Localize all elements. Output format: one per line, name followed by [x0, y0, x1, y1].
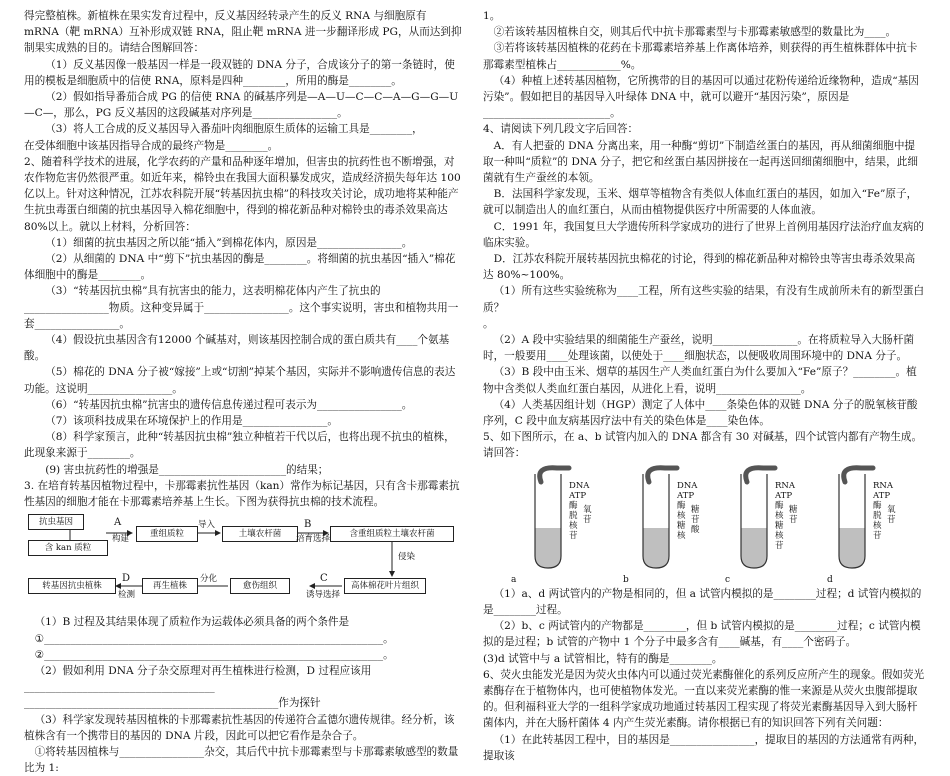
text-paragraph: 在受体细胞中该基因指导合成的最终产物是________。	[24, 139, 279, 152]
tube-label: 氧	[887, 504, 896, 515]
text-paragraph: （2）从细菌的 DNA 中“剪下”抗虫基因的酶是________。将细菌的抗虫基因“插入”棉花体细胞中的酶是________。	[24, 253, 456, 282]
text-paragraph: ①________________________________________________________________。	[34, 632, 394, 645]
tube-label: 苷	[691, 514, 700, 525]
text-paragraph: ①将转基因植株与________________杂交，其后代中抗卡那霉素型与卡那霉素敏感型的数量比为 1:	[24, 745, 459, 775]
flow-label-fenhua: 分化	[200, 574, 218, 585]
right-questions-after-tubes	[483, 586, 925, 764]
tube-letter-d: d	[827, 574, 833, 585]
flow-label-C-sub: 诱导选择	[306, 590, 341, 601]
text-paragraph: ②若该转基因植株自交，则其后代中抗卡那霉素型与卡那霉素敏感型的数量比为____。	[493, 26, 897, 39]
text-paragraph: （4）假设抗虫基因含有12000 个碱基对，则该基因控制合成的蛋白质共有____个氨基酸。	[24, 334, 450, 363]
left-questions-after-flow	[24, 614, 462, 776]
flow-label-D-sub: 检测	[118, 590, 136, 601]
text-paragraph: （2）假如利用 DNA 分子杂交原理对再生植株进行检测，D 过程应该用____________________________________	[24, 664, 372, 694]
test-tube-figure	[483, 464, 925, 586]
text-paragraph: （2）b、c 两试管内的产物都是________，但 b 试管内模拟的是________过程；c 试管内模拟的是过程；b 试管的产物中 1 个分子中最多含有____碱基，有____个密码子。	[483, 620, 921, 649]
tube-letter-b: b	[623, 574, 629, 585]
flow-label-daoru: 导入	[198, 520, 216, 531]
text-paragraph: (9) 害虫抗药性的增强是________________________的结果；	[45, 463, 329, 476]
text-paragraph: （8）科学家预言，此种“转基因抗虫棉”独立种植若干代以后，也将出现不抗虫的植株，此现象来源于________。	[24, 431, 455, 460]
tube-label: 核	[775, 510, 784, 521]
flow-label-A-sub: 构建	[112, 534, 130, 545]
tube-label: 核	[677, 530, 686, 541]
tube-label: 糖	[775, 520, 784, 531]
tube-label: 苷	[873, 530, 882, 541]
flow-label-A: A	[114, 517, 122, 529]
text-paragraph: （1）反义基因像一般基因一样是一段双链的 DNA 分子，合成该分子的第一条链时，使用的模板是细胞质中的信使 RNA，原料是四种________，所用的酶是________。	[24, 58, 455, 87]
flow-box-callus: 愈伤组织	[230, 578, 290, 594]
flow-box-kan-plasmid: 含 kan 质粒	[28, 540, 108, 556]
text-paragraph: C．1991 年，我国复旦大学遗传所科学家成功的进行了世界上首例用基因疗法治疗血友病的临床实验。	[483, 220, 924, 249]
flow-box-leaf: 高体棉花叶片组织	[344, 578, 426, 594]
tube-label: ATP	[873, 490, 891, 501]
text-paragraph: （3）B 段中由玉米、烟草的基因生产人类血红蛋白为什么要加入“Fe”原子？________。植物中含类似人类血红蛋白基因，从进化上看，说明________________。	[483, 366, 917, 395]
text-paragraph: （5）棉花的 DNA 分子被“嫁接”上或“切割”掉某个基因，实际并不影响遗传信息的表达功能。这说明________________。	[24, 366, 456, 395]
text-paragraph: ②________________________________________________________________。	[34, 648, 394, 661]
flow-box-recomb: 重组质粒	[136, 526, 198, 542]
text-paragraph: （2）假如指导番茄合成 PG 的信使 RNA 的碱基序列是—A—U—C—C—A—G—G—U—C—，那么，PG 反义基因的这段碱基对序列是________________。	[24, 91, 459, 120]
text-paragraph: （1）B 过程及其结果体现了质粒作为运载体必须具备的两个条件是	[34, 616, 350, 629]
text-paragraph: （1）a、d 两试管内的产物是相同的，但 a 试管内模拟的是________过程；d 试管内模拟的是________过程。	[483, 587, 922, 616]
tube-label: 糖	[677, 520, 686, 531]
tube-label: 苷	[789, 514, 798, 525]
tube-label: 核	[775, 530, 784, 541]
text-paragraph: 4、请阅读下列几段文字后回答：	[483, 123, 639, 136]
text-paragraph: D．江苏农科院开展转基因抗虫棉花的讨论，得到的棉花新品种对棉铃虫等害虫毒杀效果高达 80%~100%。	[483, 253, 916, 282]
tube-label: 苷	[583, 514, 592, 525]
text-paragraph: （4）种植上述转基因植物，它所携带的目的基因可以通过花粉传递给近缘物种，造成“基因污染”。假如把目的基因导入叶绿体 DNA 中，就可以避开“基因污染”，原因是________________________。	[483, 74, 919, 120]
text-paragraph: （4）人类基因组计划（HGP）测定了人体中____条染色体的双链 DNA 分子的脱氧核苷酸序列，C 段中血友病基因疗法中有关的染色体是____染色体。	[483, 398, 918, 428]
text-paragraph: A．有人把蚕的 DNA 分离出来，用一种酶“剪切”下制造丝蛋白的基因，再从细菌细胞中提取一种叫“质粒”的 DNA 分子，把它和丝蛋白基因拼接在一起再送回细菌细胞中，结果，此细菌就有生产蚕丝的本领。	[483, 139, 918, 185]
text-paragraph: 5、如下图所示，在 a、b 试管内加入的 DNA 都含有 30 对碱基，四个试管内都有产物生成。请回答：	[483, 431, 923, 460]
text-paragraph: 得完整植株。新植株在果实发育过程中，反义基因经转录产生的反义 RNA 与细胞原有 mRNA（靶 mRNA）互补形成双链 RNA，阻止靶 mRNA 进一步翻译形成 PG，从而达到抑制果实成熟的目的。请结合图解回答：	[24, 10, 462, 55]
text-paragraph: （2）A 段中实验结果的细菌能生产蚕丝，说明________________。在将质粒导入大肠杆菌时，一般要用____处理该菌，以使处于____细胞状态，以便吸收周围环境中的 DNA 分子。	[483, 334, 914, 363]
tube-label: 脱	[569, 510, 578, 521]
text-paragraph: （3）科学家发现转基因植株的卡那霉素抗性基因的传递符合孟德尔遗传规律。经分析，该植株含有一个携带目的基因的 DNA 片段，因此可以把它看作是杂合子。	[24, 713, 455, 742]
tube-label: ATP	[677, 490, 695, 501]
tube-letter-c: c	[725, 574, 731, 585]
flow-label-C: C	[320, 573, 328, 585]
right-paragraphs	[483, 8, 925, 462]
text-paragraph: ③若将该转基因植株的花药在卡那霉素培养基上作离体培养，则获得的再生植株群体中抗卡那霉素型植株占____________%。	[483, 42, 918, 71]
tube-label: DNA	[677, 480, 698, 491]
tube-label: 核	[569, 520, 578, 531]
tube-label: 核	[677, 510, 686, 521]
test-tube-a	[533, 472, 563, 570]
tube-label: DNA	[569, 480, 590, 491]
tube-label: 糖	[789, 504, 798, 515]
tube-label: 脱	[873, 510, 882, 521]
tube-label: 酶	[873, 500, 882, 511]
flow-box-agro-recomb: 含重组质粒土壤农杆菌	[330, 526, 454, 542]
text-paragraph: ________________________________________________作为探针	[24, 697, 321, 710]
flow-label-B: B	[304, 519, 312, 531]
text-paragraph: （6）“转基因抗虫棉”抗害虫的遗传信息传递过程可表示为________________。	[45, 398, 413, 411]
tube-letter-a: a	[511, 574, 517, 585]
tube-label: ATP	[569, 490, 587, 501]
tube-label: 核	[873, 520, 882, 531]
text-paragraph: 6、荧火虫能发光是因为荧火虫体内可以通过荧光素酶催化的系列反应所产生的现象。假如荧光素酶存在于植物体内，也可使植物体发光。一直以来荧光素酶的惟一来源是从荧火虫腹部提取的。但利福科亚大学的一组科学家成功地通过转基因工程实现了将荧光素酶基因导入到大肠杆菌体内，并在大肠杆菌体 4 内产生荧光素酶。请你根据已有的知识回答下列有关问题：	[483, 668, 925, 730]
tube-label: ATP	[775, 490, 793, 501]
tube-label: 糖	[691, 504, 700, 515]
text-paragraph: 。	[483, 317, 494, 330]
tube-label: 酶	[569, 500, 578, 511]
text-paragraph: （1）所有这些实验统称为____工程，所有这些实验的结果，有没有生成前所未有的新型蛋白质？	[483, 285, 925, 314]
test-tube-d	[837, 472, 867, 570]
text-paragraph: （7）该项科技成果在环境保护上的作用是________________。	[45, 415, 338, 428]
tube-label: 苷	[569, 530, 578, 541]
flow-box-agro: 土壤农杆菌	[222, 526, 298, 542]
tube-label: 氧	[583, 504, 592, 515]
flow-label-D: D	[122, 573, 131, 585]
flow-label-qinran: 侵染	[398, 552, 416, 563]
text-paragraph: 2、随着科学技术的进展，化学农药的产量和品种逐年增加，但害虫的抗药性也不断增强，对农作物危害仍然很严重。如近年来，棉铃虫在我国大面积暴发成灾，造成经济损失每年达 100 亿以上。针对这种情况，江苏农科院开展“转基因抗虫棉”的科技攻关讨论，成功地将某种能产生抗虫毒蛋白细菌的抗虫基因导入棉花细胞中，得到的棉花新品种对棉铃虫的毒杀效果高达 80%以上。就以上材料，分析回答：	[24, 155, 461, 233]
tube-label: 酶	[677, 500, 686, 511]
right-column	[483, 8, 925, 764]
text-paragraph: （1）细菌的抗虫基因之所以能“插入”到棉花体内，原因是________________。	[45, 236, 413, 249]
tube-label: 苷	[775, 540, 784, 551]
tube-label: 酸	[691, 524, 700, 535]
text-paragraph: B．法国科学家发现，玉米、烟草等植物含有类似人体血红蛋白的基因，如加入“Fe”原子，就可以制造出人的血红蛋白，从而由植物提供医疗中所需要的人体血液。	[483, 188, 918, 217]
tube-label: 酶	[775, 500, 784, 511]
tube-label: RNA	[775, 480, 795, 491]
text-paragraph: (3)d 试管中与 a 试管相比，特有的酶是________。	[483, 652, 723, 665]
text-paragraph: 3. 在培育转基因植物过程中，卡那霉素抗性基因（kan）常作为标记基因，只有含卡那霉素抗性基因的细胞才能在卡那霉素培养基上生长。下图为获得抗虫棉的技术流程。	[24, 479, 460, 509]
text-paragraph: （3）将人工合成的反义基因导入番茄叶肉细胞原生质体的运输工具是________，	[45, 123, 423, 136]
flowchart	[24, 512, 462, 612]
text-paragraph: （3）“转基因抗虫棉”具有抗害虫的能力，这表明棉花体内产生了抗虫的________________物质。这种变异属于________________。这个事实说明，害虫和植物共用一套________________。	[24, 285, 459, 330]
left-column	[24, 8, 462, 776]
text-paragraph: （1）在此转基因工程中，目的基因是________________，提取目的基因的方法通常有两种，提取该	[483, 733, 925, 762]
flow-box-kangchong: 抗虫基因	[28, 514, 84, 530]
flow-box-regen: 再生植株	[142, 578, 198, 594]
text-paragraph: 1。	[483, 10, 501, 22]
flow-label-B-sub: 培育选择	[296, 534, 331, 545]
test-tube-b	[641, 472, 671, 570]
tube-label: 苷	[887, 514, 896, 525]
flow-box-final: 转基因抗虫植株	[28, 578, 116, 594]
test-tube-c	[739, 472, 769, 570]
tube-label: RNA	[873, 480, 893, 491]
left-paragraphs	[24, 8, 462, 510]
